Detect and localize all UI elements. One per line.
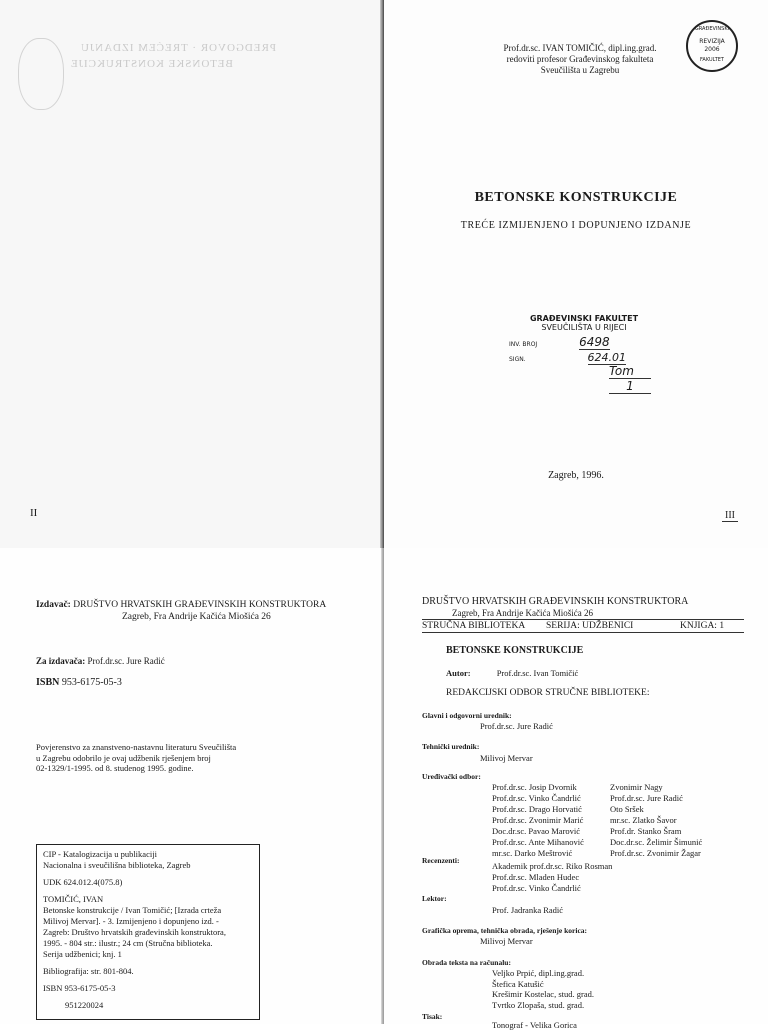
print-label: Tisak: bbox=[422, 1012, 443, 1021]
lector-value: Prof. Jadranka Radić bbox=[492, 905, 564, 915]
reviewer: Akademik prof.dr.sc. Riko Rosman bbox=[492, 861, 613, 871]
lector-label: Lektor: bbox=[422, 894, 447, 903]
publisher-address: Zagreb, Fra Andrije Kačića Miošića 26 bbox=[122, 612, 271, 622]
credits-book-title: BETONSKE KONSTRUKCIJE bbox=[446, 645, 584, 656]
isbn-label: ISBN bbox=[36, 677, 60, 688]
society-name: DRUŠTVO HRVATSKIH GRAĐEVINSKIH KONSTRUKTORA bbox=[422, 596, 689, 607]
reviewer: Prof.dr.sc. Mladen Hudec bbox=[492, 872, 580, 882]
inv-row bbox=[509, 335, 659, 349]
library-stamp-line2: SVEUČILIŠTA U RIJECI bbox=[541, 323, 627, 332]
board-member: Prof.dr.sc. Ante Mihanović bbox=[492, 837, 584, 847]
seal-mid-2: 2006 bbox=[704, 46, 720, 53]
ghost-text-1: PREDGOVOR · TREĆEM IZDANJU bbox=[80, 42, 276, 54]
cip-line-12: Bibliografija: str. 801-804. bbox=[43, 966, 134, 976]
cip-line-14: ISBN 953-6175-05-3 bbox=[43, 983, 116, 993]
approval-note bbox=[36, 742, 236, 774]
library-stamp bbox=[509, 314, 659, 394]
cip-line-8: Zagreb: Društvo hrvatskih građevinskih konstruktora, bbox=[43, 927, 226, 937]
graphics-label: Grafička oprema, tehnička obrada, rješenje korica: bbox=[422, 926, 588, 935]
text-processing-label: Obrada teksta na računalu: bbox=[422, 958, 511, 967]
board-member: Doc.dr.sc. Pavao Marović bbox=[492, 826, 581, 836]
author-row bbox=[446, 668, 578, 678]
board-member: Doc.dr.sc. Želimir Šimunić bbox=[610, 837, 703, 847]
publisher-row bbox=[36, 600, 326, 610]
cip-line-6: Betonske konstrukcije / Ivan Tomičić; [Izrada crteža bbox=[43, 905, 222, 915]
seal-bottom-text: FAKULTET bbox=[699, 57, 724, 63]
library-stamp-line1: GRAĐEVINSKI FAKULTET bbox=[529, 314, 639, 323]
publisher-label: Izdavač: bbox=[36, 600, 71, 610]
text-processor: Veljko Prpić, dipl.ing.grad. bbox=[492, 968, 585, 978]
reviewers-list bbox=[492, 861, 612, 894]
left-page-faded bbox=[0, 0, 384, 548]
seal-top-text: GRAĐEVINSKI bbox=[694, 26, 730, 32]
board-member: Prof.dr.sc. Vinko Čandrlić bbox=[492, 793, 581, 803]
faded-seal bbox=[18, 38, 64, 110]
isbn-value: 953-6175-05-3 bbox=[61, 677, 122, 688]
board-column-2 bbox=[610, 782, 702, 859]
board-member: Zvonimir Nagy bbox=[610, 782, 663, 792]
seal-mid-1: REVIZIJA bbox=[699, 38, 725, 45]
page-number-left: II bbox=[30, 507, 38, 519]
isbn-row bbox=[36, 677, 122, 688]
imprint-page bbox=[0, 548, 384, 1024]
book-number: KNJIGA: 1 bbox=[680, 621, 725, 631]
text-processor: Štefica Katušić bbox=[492, 978, 544, 989]
library-label: STRUČNA BIBLIOTEKA bbox=[422, 621, 526, 631]
text-processor: Tvrtko Zlopaša, stud. grad. bbox=[492, 999, 585, 1010]
cip-line-5: TOMIČIĆ, IVAN bbox=[43, 894, 104, 904]
revision-seal bbox=[686, 20, 738, 72]
approval-line-3: 02-1329/1-1995. od 8. studenog 1995. godine. bbox=[36, 763, 194, 773]
board-column-1 bbox=[492, 782, 584, 859]
reviewers-label: Recenzenti: bbox=[422, 856, 460, 865]
for-publisher-value: Prof.dr.sc. Jure Radić bbox=[87, 656, 165, 666]
technical-editor-value: Milivoj Mervar bbox=[480, 753, 533, 763]
editor-in-chief-label: Glavni i odgovorni urednik: bbox=[422, 711, 512, 720]
sign-label: SIGN. bbox=[509, 356, 526, 363]
author-line-1: Prof.dr.sc. IVAN TOMIČIĆ, dipl.ing.grad. bbox=[503, 43, 657, 53]
technical-editor-label: Tehnički urednik: bbox=[422, 742, 480, 751]
board-member: Prof.dr.sc. Zvonimir Žagar bbox=[610, 848, 701, 858]
author-line-3: Sveučilišta u Zagrebu bbox=[540, 65, 620, 75]
place-date: Zagreb, 1996. bbox=[548, 470, 604, 481]
board-member: mr.sc. Zlatko Šavor bbox=[610, 815, 677, 825]
board-member: Prof.dr. Stanko Šram bbox=[610, 826, 682, 836]
publisher-name: DRUŠTVO HRVATSKIH GRAĐEVINSKIH KONSTRUKTORA bbox=[73, 600, 327, 610]
editorial-board-label: Uređivački odbor: bbox=[422, 772, 481, 781]
editor-in-chief-value: Prof.dr.sc. Jure Radić bbox=[480, 721, 553, 731]
book-subtitle: TREĆE IZMIJENJENO I DOPUNJENO IZDANJE bbox=[460, 220, 692, 231]
cip-line-9: 1995. - 804 str.: ilustr.; 24 cm (Stručna biblioteka. bbox=[43, 938, 213, 948]
board-member: Prof.dr.sc. Drago Horvatić bbox=[492, 804, 582, 814]
cip-line-0: CIP - Katalogizacija u publikaciji bbox=[43, 849, 157, 859]
cip-record bbox=[36, 844, 260, 1020]
page-number-right: III bbox=[722, 510, 738, 522]
graphics-value: Milivoj Mervar bbox=[480, 936, 533, 946]
author-block bbox=[480, 43, 680, 76]
society-address: Zagreb, Fra Andrije Kačića Miošića 26 bbox=[452, 608, 593, 618]
sign-value: 624.01 bbox=[587, 351, 627, 364]
cip-line-7: Milivoj Mervar]. - 3. Izmijenjeno i dopunjeno izd. - bbox=[43, 916, 219, 926]
sign-row bbox=[509, 351, 659, 364]
credits-page bbox=[384, 548, 768, 1030]
series-underline bbox=[422, 632, 744, 633]
author-value: Prof.dr.sc. Ivan Tomičić bbox=[496, 668, 579, 678]
board-member: Oto Sršek bbox=[610, 804, 644, 814]
cip-line-3: UDK 624.012.4(075.8) bbox=[43, 877, 123, 887]
title-page bbox=[384, 0, 768, 548]
board-member: Prof.dr.sc. Josip Dvornik bbox=[492, 782, 577, 792]
cip-line-10: Serija udžbenici; knj. 1 bbox=[43, 949, 122, 959]
stamp-extra-2: 1 bbox=[609, 379, 651, 394]
approval-line-2: u Zagrebu odobrilo je ovaj udžbenik rješenjem broj bbox=[36, 752, 211, 763]
board-title: REDAKCIJSKI ODBOR STRUČNE BIBLIOTEKE: bbox=[446, 688, 650, 698]
text-processing-list bbox=[492, 968, 594, 1010]
board-member: Prof.dr.sc. Zvonimir Marić bbox=[492, 815, 584, 825]
inv-label: INV. BROJ bbox=[509, 341, 538, 348]
series-row bbox=[422, 619, 744, 631]
approval-line-1: Povjerenstvo za znanstveno-nastavnu literaturu Sveučilišta bbox=[36, 742, 237, 752]
ghost-text-2: BETONSKE KONSTRUKCIJE bbox=[70, 58, 233, 70]
board-member: mr.sc. Darko Meštrović bbox=[492, 848, 573, 858]
board-member: Prof.dr.sc. Jure Radić bbox=[610, 793, 683, 803]
print-value: Tonograf - Velika Gorica bbox=[492, 1020, 577, 1030]
inv-value: 6498 bbox=[579, 335, 610, 349]
cip-line-1: Nacionalna i sveučilišna biblioteka, Zagreb bbox=[43, 860, 191, 870]
for-publisher-label: Za izdavača: bbox=[36, 656, 86, 666]
text-processor: Krešimir Kostelac, stud. grad. bbox=[492, 989, 594, 999]
cip-line-16: 951220024 bbox=[65, 1000, 104, 1010]
stamp-extra-1: Tom bbox=[609, 364, 651, 379]
for-publisher-row bbox=[36, 656, 165, 666]
reviewer: Prof.dr.sc. Vinko Čandrlić bbox=[492, 883, 581, 893]
author-label: Autor: bbox=[446, 668, 471, 678]
author-line-2: redoviti profesor Građevinskog fakulteta bbox=[506, 54, 654, 64]
series-label: SERIJA: UDŽBENICI bbox=[546, 621, 634, 631]
book-title: BETONSKE KONSTRUKCIJE bbox=[474, 190, 678, 205]
